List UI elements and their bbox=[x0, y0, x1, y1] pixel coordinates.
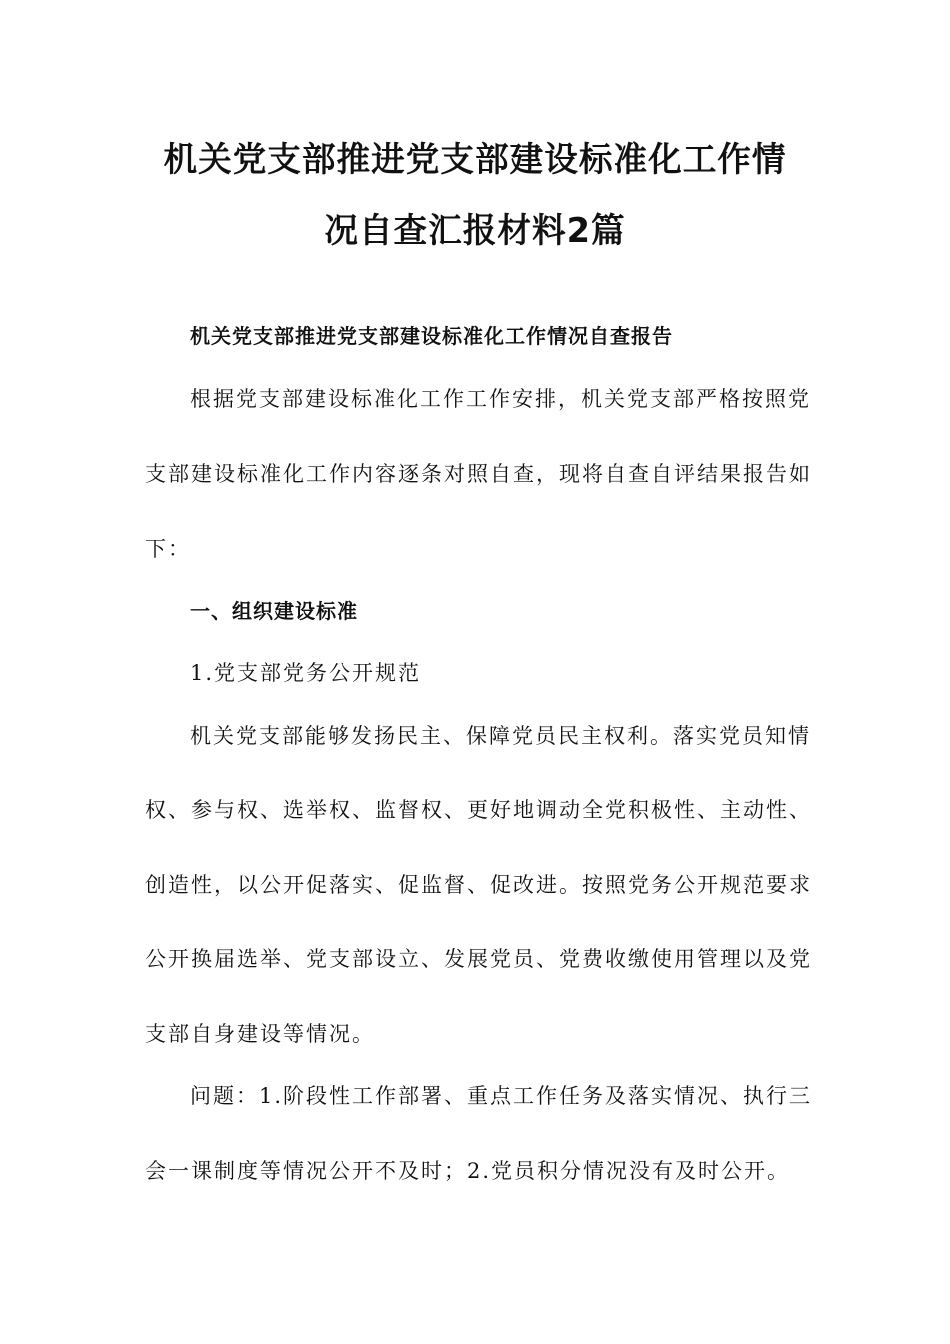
item1-body-line-5: 支部自身建设等情况。 bbox=[145, 1022, 375, 1046]
intro-line-2: 支部建设标准化工作内容逐条对照自查，现将自查自评结果报告如 bbox=[145, 462, 812, 486]
intro-line-1: 根据党支部建设标准化工作工作安排，机关党支部严格按照党 bbox=[190, 387, 811, 411]
problem-line-2: 会一课制度等情况公开不及时；2.党员积分情况没有及时公开。 bbox=[145, 1159, 791, 1183]
item1-body-line-2: 权、参与权、选举权、监督权、更好地调动全党积极性、主动性、 bbox=[145, 798, 812, 822]
item-heading-1: 1.党支部党务公开规范 bbox=[190, 661, 422, 685]
document-title-line-2: 况自查汇报材料2篇 bbox=[324, 211, 626, 251]
intro-line-3: 下： bbox=[145, 537, 191, 561]
document-title-line-1: 机关党支部推进党支部建设标准化工作情 bbox=[163, 140, 787, 180]
item1-body-line-1: 机关党支部能够发扬民主、保障党员民主权利。落实党员知情 bbox=[190, 724, 811, 748]
item1-body-line-3: 创造性，以公开促落实、促监督、促改进。按照党务公开规范要求 bbox=[145, 873, 812, 897]
report-subtitle: 机关党支部推进党支部建设标准化工作情况自查报告 bbox=[190, 324, 673, 348]
problem-line-1: 问题：1.阶段性工作部署、重点工作任务及落实情况、执行三 bbox=[190, 1084, 813, 1108]
section-heading-1: 一、组织建设标准 bbox=[190, 599, 358, 623]
item1-body-line-4: 公开换届选举、党支部设立、发展党员、党费收缴使用管理以及党 bbox=[145, 947, 812, 971]
